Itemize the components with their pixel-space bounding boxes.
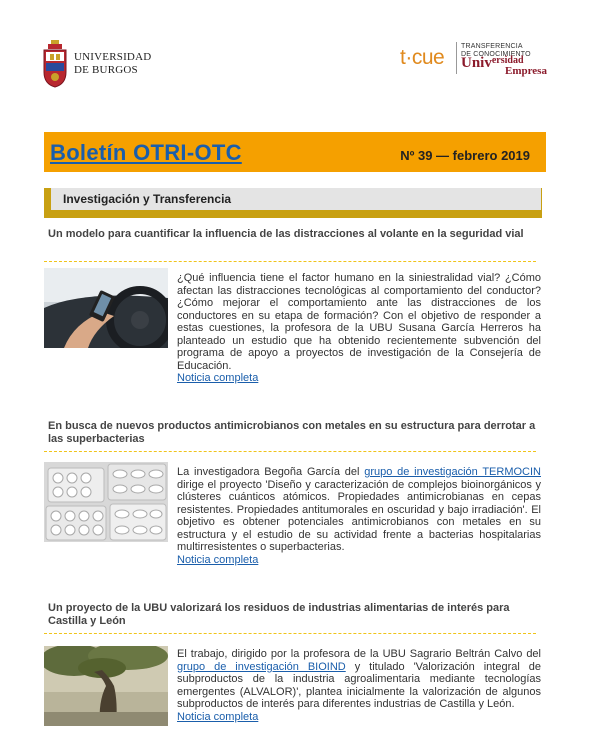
article-body-post: y titulado 'Valorización integral de subproductos de la industria agroalimentaria mediante tecnologías emergentes (ALVALOR)', plantea inicialmente la valorización de algunos subproductos de interés para diferentes industrias de Castilla y León. [177,660,541,710]
ubu-shield-icon [42,40,68,88]
article-body-pre: La investigadora Begoña García del [177,466,365,478]
tcue-line-1: TRANSFERENCIA [461,43,523,50]
article-image-pills [44,462,168,542]
article-2 [44,420,544,570]
article-image-driver-phone [44,268,168,348]
tcue-uni-small: ersidad [491,55,524,66]
bulletin-banner [44,132,546,172]
article-body [177,466,541,566]
article-title: En busca de nuevos productos antimicrobianos con metales en su estructura para derrotar a las superbacterias [48,420,536,445]
bulletin-title-link[interactable]: Boletín OTRI-OTC [50,140,242,165]
section-header-inner [51,188,541,210]
group-link-bioind[interactable]: grupo de investigación BIOIND [177,660,346,673]
tcue-uni-main: Univ [461,55,492,71]
article-1 [44,228,544,388]
ubu-line-2: DE BURGOS [74,64,138,76]
tcue-line-2: DE CONOCIMIENTO [461,51,531,58]
article-body [177,648,541,723]
article-body-text: ¿Qué influencia tiene el factor humano en la siniestralidad vial? ¿Cómo afectan las distracciones tecnológicas al comportamiento del conductor? ¿Cómo mejorar el comportamiento ante las distracciones de los conductores en su etapa de formación? Con el objetivo de responder a estas cuestiones, la profesora de la UBU Susana García Herreros ha planteado un estudio que ha obtenido recientemente subvención del programa de apoyo a proyectos de investigación de la Consejería de Educación. [177,272,541,372]
article-divider [44,633,536,634]
bulletin-issue: Nº 39 — febrero 2019 [400,148,530,163]
section-label: Investigación y Transferencia [63,192,232,206]
read-more-link[interactable]: Noticia completa [177,553,259,566]
article-title: Un modelo para cuantificar la influencia de las distracciones al volante en la seguridad vial [48,228,524,240]
article-image-olive-tree [44,646,168,726]
article-body-post: dirige el proyecto 'Diseño y caracterización de complejos bioinorgánicos y clústeres cuánticos atómicos. Propiedades antimicrobianas en cepas resistentes. Propiedades antitumorales en oscuridad y bajo irradiación'. El objetivo es obtener potenciales antimicrobianos con metales en su estructura y el estudio de su actividad frente a bacterias hospitalarias multirresistentes o superbacterias. [177,478,541,553]
article-body-pre: El trabajo, dirigido por la profesora de la UBU Sagrario Beltrán Calvo del [177,648,541,660]
pills-icon [44,462,168,542]
section-header [44,188,542,218]
article-divider [44,261,536,262]
read-more-link[interactable]: Noticia completa [177,372,259,384]
tcue-divider [456,42,457,74]
tcue-empresa: Empresa [505,65,547,77]
ubu-wordmark [74,51,151,77]
article-body [177,272,541,385]
article-divider [44,451,536,452]
olive-tree-icon [44,646,168,726]
tcue-logo[interactable] [400,40,560,80]
read-more-link[interactable]: Noticia completa [177,710,259,723]
driver-phone-icon [44,268,168,348]
header [0,0,602,120]
ubu-logo[interactable] [42,40,151,88]
article-3 [44,602,544,736]
tcue-mark: t·cue [400,46,445,69]
group-link-termocin[interactable]: grupo de investigación TERMOCIN [364,466,541,478]
article-title: Un proyecto de la UBU valorizará los residuos de industrias alimentarias de interés para Castilla y León [48,602,510,627]
ubu-line-1: UNIVERSIDAD [74,51,152,63]
